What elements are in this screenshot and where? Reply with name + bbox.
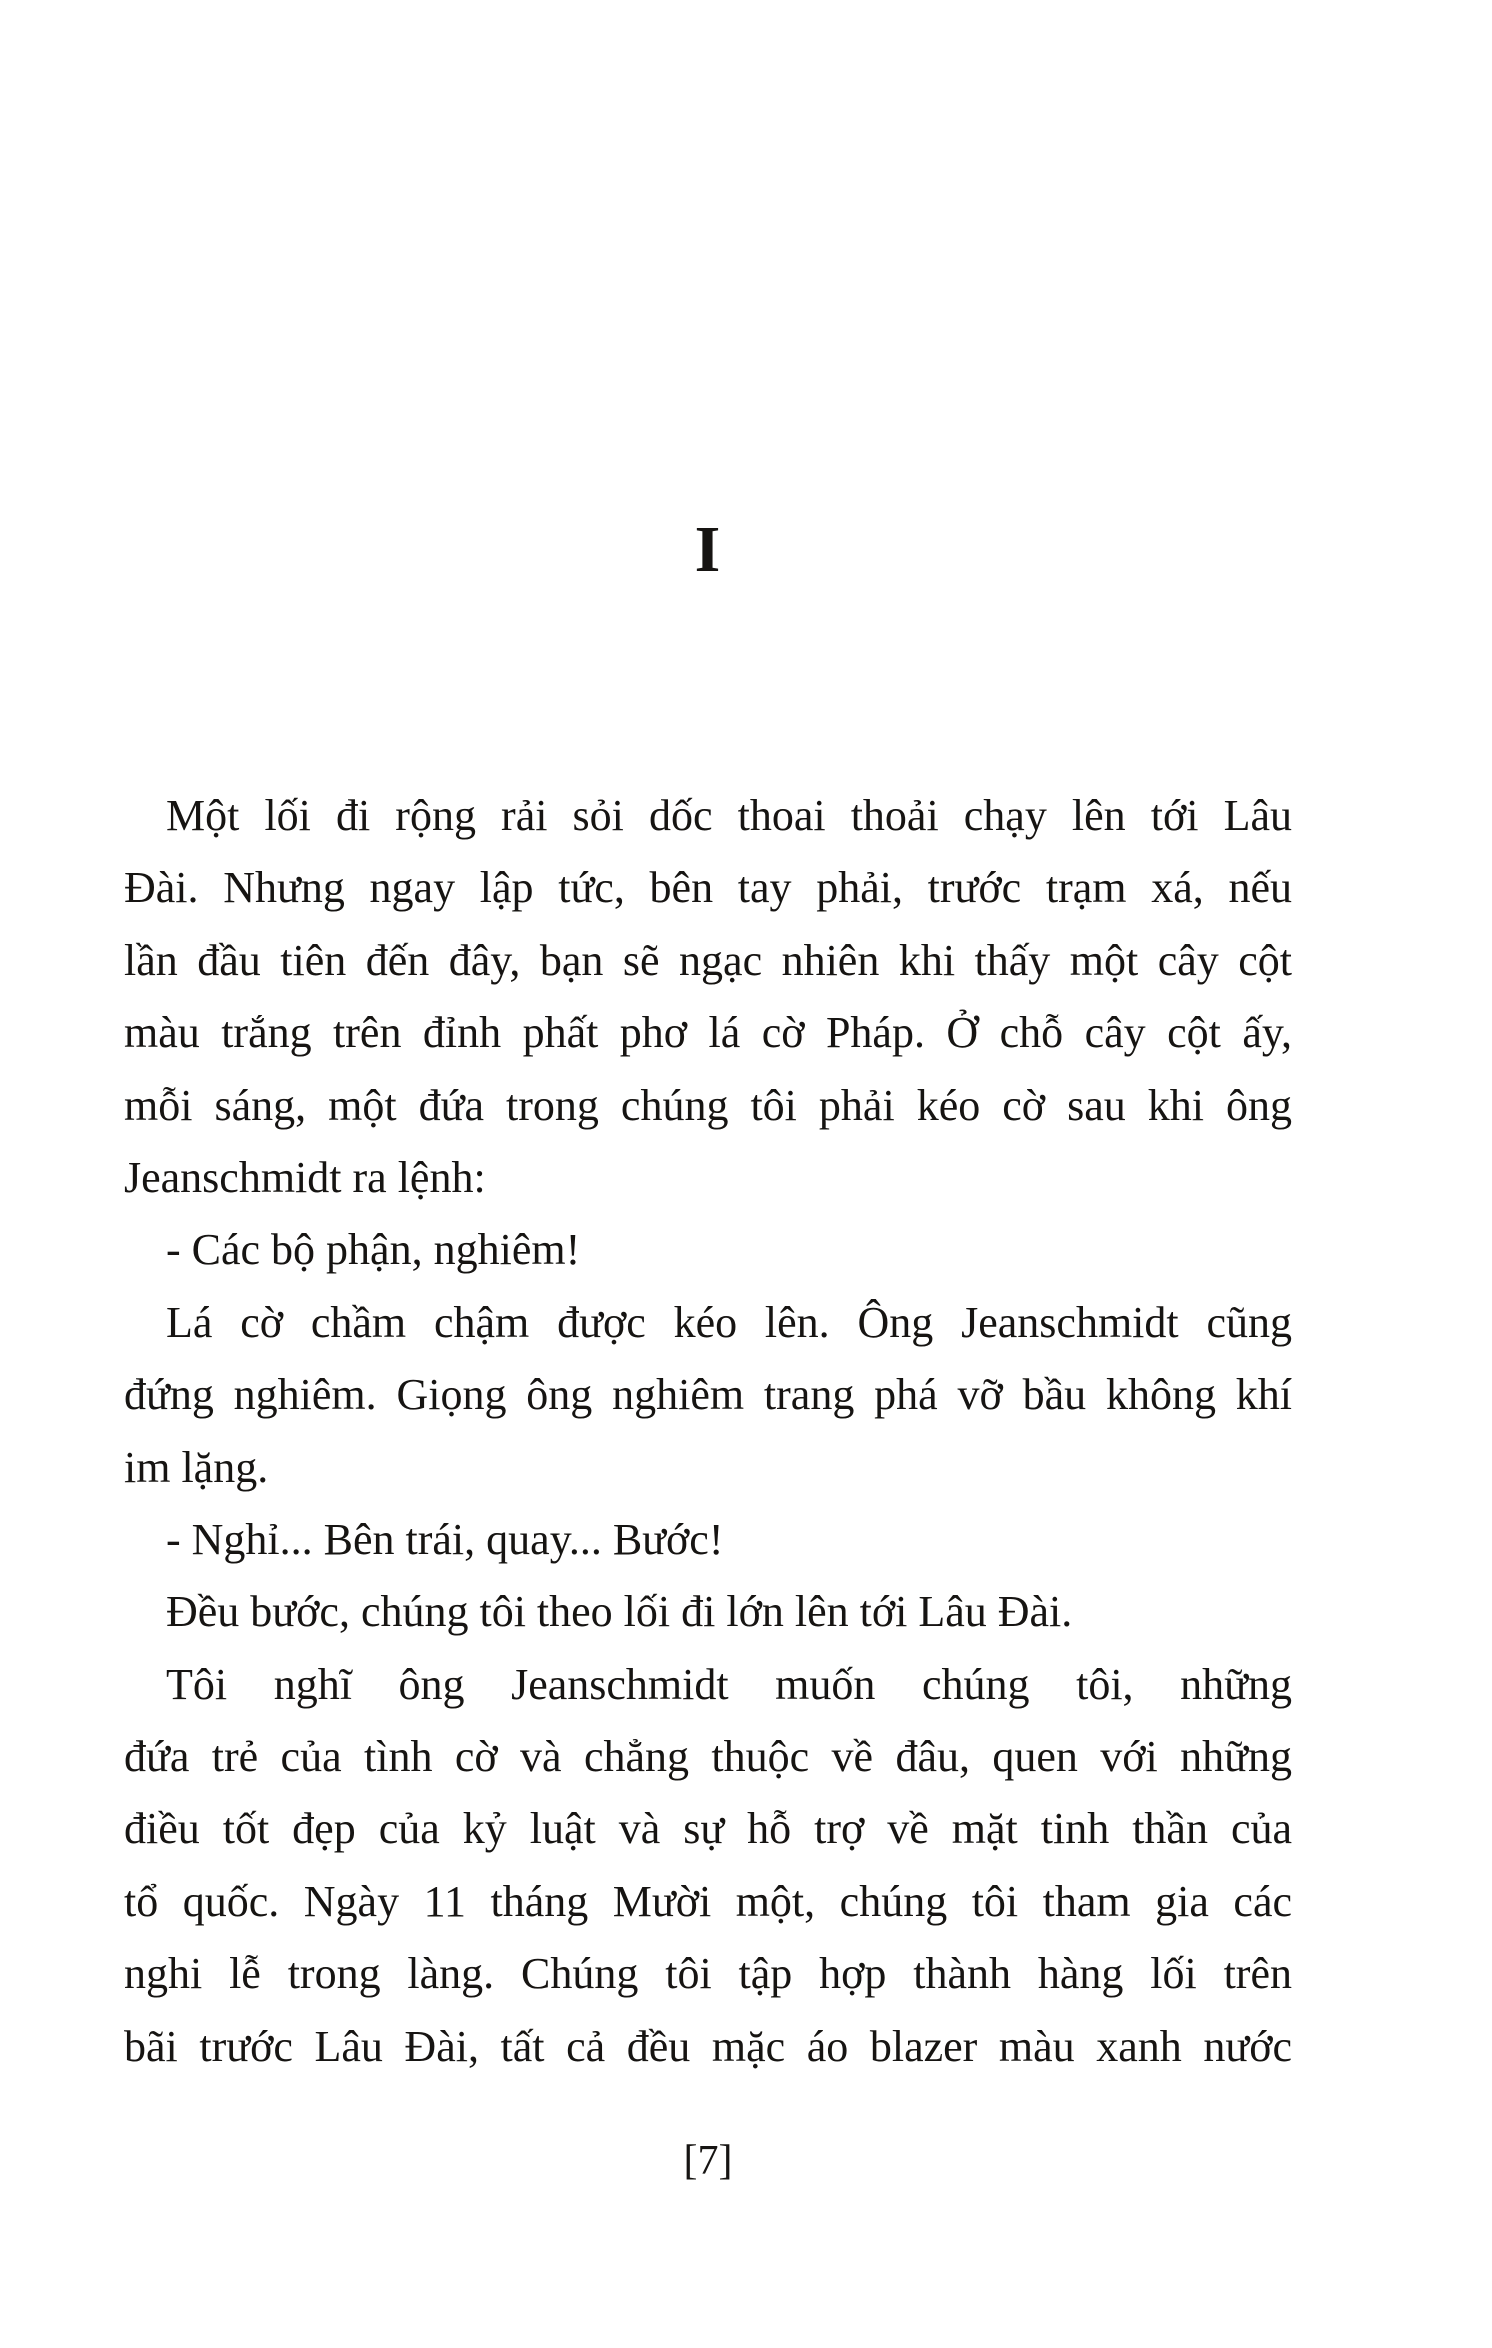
paragraph-5 xyxy=(124,1576,1292,1648)
text-line: bãi trước Lâu Đài, tất cả đều mặc áo blazer màu xanh nước xyxy=(124,2021,1292,2071)
text-line: Tôi nghĩ ông Jeanschmidt muốn chúng tôi, những xyxy=(166,1659,1292,1709)
text-line: Một lối đi rộng rải sỏi dốc thoai thoải chạy lên tới Lâu xyxy=(166,791,1292,840)
paragraph-1 xyxy=(124,780,1292,1214)
page-number: [7] xyxy=(683,2138,733,2184)
text-line: đứng nghiêm. Giọng ông nghiêm trang phá vỡ bầu không khí xyxy=(124,1370,1292,1420)
text-line: điều tốt đẹp của kỷ luật và sự hỗ trợ về mặt tinh thần của xyxy=(124,1804,1292,1854)
text-line: Đều bước, chúng tôi theo lối đi lớn lên tới Lâu Đài. xyxy=(166,1587,1073,1637)
text-line: im lặng. xyxy=(124,1442,269,1492)
text-line: mỗi sáng, một đứa trong chúng tôi phải kéo cờ sau khi ông xyxy=(124,1080,1292,1130)
text-line: - Các bộ phận, nghiêm! xyxy=(166,1225,581,1275)
text-line: Đài. Nhưng ngay lập tức, bên tay phải, trước trạm xá, nếu xyxy=(124,863,1292,913)
paragraph-3 xyxy=(124,1287,1292,1504)
paragraph-4-dialogue xyxy=(124,1504,1292,1576)
text-line: lần đầu tiên đến đây, bạn sẽ ngạc nhiên khi thấy một cây cột xyxy=(124,935,1292,985)
text-line: - Nghỉ... Bên trái, quay... Bước! xyxy=(166,1514,724,1564)
text-line: Lá cờ chầm chậm được kéo lên. Ông Jeanschmidt cũng xyxy=(166,1297,1292,1347)
text-line: màu trắng trên đỉnh phất phơ lá cờ Pháp. Ở chỗ cây cột ấy, xyxy=(124,1008,1292,1058)
text-line: tổ quốc. Ngày 11 tháng Mười một, chúng tôi tham gia các xyxy=(124,1876,1292,1926)
chapter-number: I xyxy=(694,513,722,586)
text-line: Jeanschmidt ra lệnh: xyxy=(124,1152,486,1202)
text-line: đứa trẻ của tình cờ và chẳng thuộc về đâu, quen với những xyxy=(124,1732,1292,1782)
paragraph-6 xyxy=(124,1649,1292,2083)
body-text xyxy=(124,780,1292,2083)
text-line: nghi lễ trong làng. Chúng tôi tập hợp thành hàng lối trên xyxy=(124,1949,1292,1999)
paragraph-2-dialogue xyxy=(124,1214,1292,1286)
